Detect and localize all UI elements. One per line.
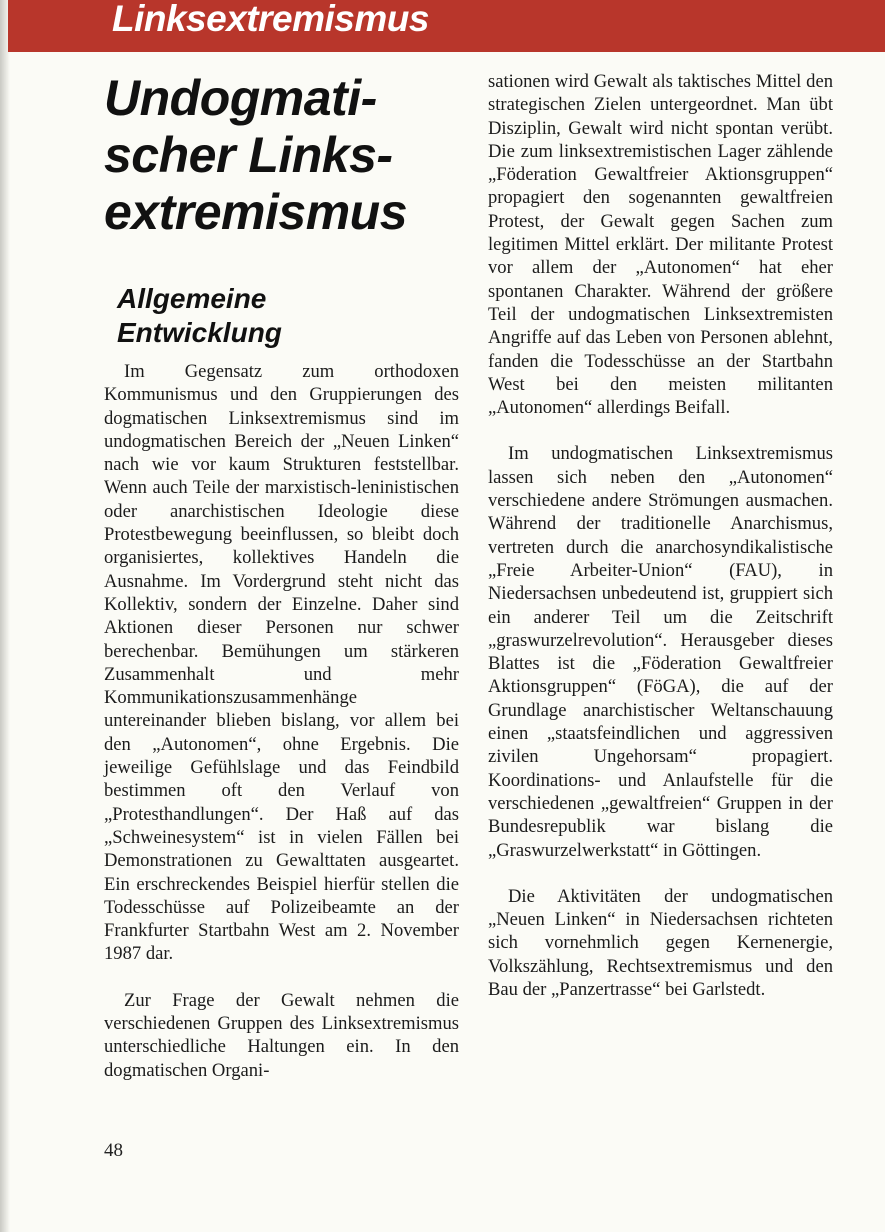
title-line: extremismus <box>104 184 407 240</box>
section-label: Linksextremismus <box>112 0 429 39</box>
page-binding-edge <box>0 0 10 1232</box>
paragraph: Die Aktivitäten der undogmatischen „Neuen Linken“ in Niedersachsen richteten sich vornehmlich gegen Kernenergie, Volkszählung, Rechtsextremismus und den Bau der „Panzertrasse“ bei Garlstedt. <box>488 885 833 1000</box>
paragraph: sationen wird Gewalt als taktisches Mittel den strategischen Zielen untergeordnet. Man übt Disziplin, Gewalt wird nicht spontan verübt. Die zum linksextremistischen Lager zählende „Föderation Gewaltfreier Aktionsgruppen“ propagiert den sogenannten gewaltfreien Protest, der Gewalt gegen Sachen zum legitimen Mittel erklärt. Der militante Protest vor allem der „Autonomen“ hat eher spontanen Charakter. Während der größere Teil der undogmatischen Linksextremisten Angriffe auf das Leben von Personen ablehnt, fanden die Todesschüsse an der Startbahn West bei den meisten militanten „Autonomen“ allerdings Beifall. <box>488 71 833 419</box>
right-text-column <box>488 70 833 1001</box>
section-subtitle <box>117 282 447 350</box>
left-text-column <box>104 360 459 1082</box>
paragraph: Zur Frage der Gewalt nehmen die verschiedenen Gruppen des Linksextremismus unterschiedliche Haltungen ein. In den dogmatischen Organi- <box>104 989 459 1081</box>
subtitle-line: Allgemeine <box>117 283 267 314</box>
paragraph: Im undogmatischen Linksextremismus lassen sich neben den „Autonomen“ verschiedene andere Strömungen ausmachen. Während der traditionelle Anarchismus, vertreten durch die anarchosyndikalistische „Freie Arbeiter-Union“ (FAU), in Niedersachsen unbedeutend ist, gruppiert sich ein anderer Teil um die Zeitschrift „graswurzelrevolution“. Herausgeber dieses Blattes ist die „Föderation Gewaltfreier Aktionsgruppen“ (FöGA), die auf der Grundlage anarchistischer Weltanschauung einen „staatsfeindlichen und aggressiven zivilen Ungehorsam“ propagiert. Koordinations- und Anlaufstelle für die verschiedenen „gewaltfreien“ Gruppen in der Bundesrepublik war bislang die „Graswurzelwerkstatt“ in Göttingen. <box>488 443 833 861</box>
subtitle-line: Entwicklung <box>117 317 282 348</box>
page-number: 48 <box>104 1140 123 1161</box>
section-header-band <box>8 0 885 52</box>
title-line: scher Links- <box>104 127 393 183</box>
title-line: Undogmati- <box>104 70 377 126</box>
article-title <box>104 70 464 241</box>
paragraph: Im Gegensatz zum orthodoxen Kommunismus und den Gruppierungen des dogmatischen Linksextremismus sind im undogmatischen Bereich der „Neuen Linken“ nach wie vor kaum Strukturen feststellbar. Wenn auch Teile der marxistisch-leninistischen oder anarchistischen Ideologie diese Protestbewegung beeinflussen, so bleibt doch organisiertes, kollektives Handeln die Ausnahme. Im Vordergrund steht nicht das Kollektiv, sondern der Einzelne. Daher sind Aktionen dieser Personen nur schwer berechenbar. Bemühungen um stärkeren Zusammenhalt und mehr Kommunikationszusammenhänge untereinander blieben bislang, vor allem bei den „Autonomen“, ohne Ergebnis. Die jeweilige Gefühlslage und das Feindbild bestimmen oft den Verlauf von „Protesthandlungen“. Der Haß auf das „Schweinesystem“ ist in vielen Fällen bei Demonstrationen zu Gewalttaten ausgeartet. Ein erschreckendes Beispiel hierfür stellen die Todesschüsse auf Polizeibeamte an der Frankfurter Startbahn West am 2. November 1987 dar. <box>104 361 459 965</box>
